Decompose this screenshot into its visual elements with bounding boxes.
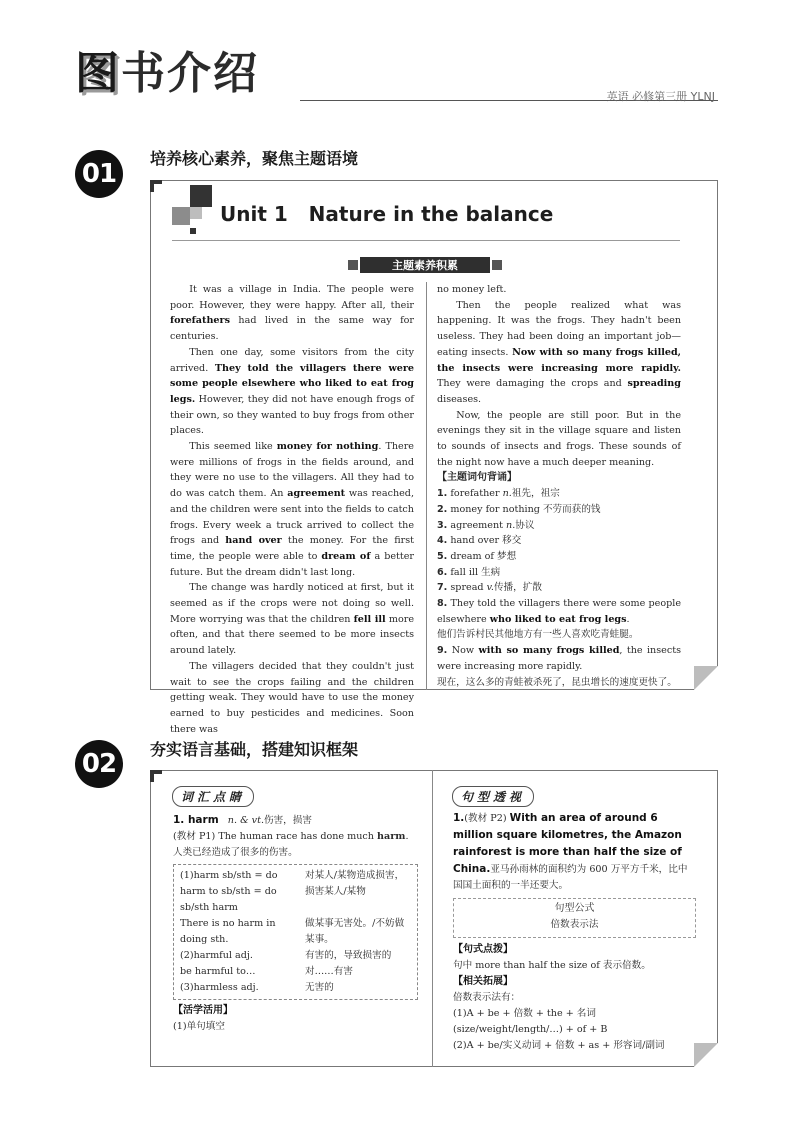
panel-corner-mark: [150, 770, 154, 782]
sentence-tag: 句型透视: [452, 786, 534, 807]
page-curl-corner: [694, 666, 718, 690]
vocab-heading: 【主题词句背诵】: [437, 472, 517, 484]
sentence-block: [453, 810, 696, 1054]
formula-title: 句型公式: [554, 903, 595, 914]
unit-title-underline: [172, 240, 680, 241]
vocab-item: 8. They told the villagers there were some people elsewhere who liked to eat frog legs.: [437, 598, 681, 625]
decor-square: [190, 228, 196, 234]
section-2-title: 夯实语言基础，搭建知识框架: [150, 740, 359, 759]
passage-paragraph: This seemed like money for nothing. There were millions of frogs in the fields around, and they were no use to the villagers. All they had to do was catch them. An agreement was reached, and the children were sent into the fields to catch frogs. Every week a truck arrived to collect the frogs and hand over the money. For the first time, the people were able to dream of a better future. But the dream didn't last long.: [170, 441, 414, 578]
vocab-item: 3. agreement n.协议: [437, 519, 535, 531]
page-header-title: [75, 48, 259, 99]
harm-entry: [173, 812, 418, 829]
vocab-tag: 词汇点睛: [172, 786, 254, 807]
harm-example-en: (教材 P1) The human race has done much harm.: [173, 831, 409, 842]
key-sentence: 1.(教材 P2) With an area of around 6 million square kilometres, the Amazon rainforest is more than half the size of China.亚马孙雨林的面积约为 600 万平方千米，比中国国土面积的一半还要大。: [453, 812, 688, 891]
harm-meaning: 伤害，损害: [264, 815, 312, 826]
vocab-item: 7. spread v.传播，扩散: [437, 582, 542, 594]
header-title-rest: 书介绍: [121, 48, 259, 99]
decor-square: [172, 207, 190, 225]
section-2-badge: 02: [75, 740, 123, 788]
vocab-item: 5. dream of 梦想: [437, 550, 517, 562]
vocab-block: [173, 812, 418, 1035]
usage-row: (1)harm sb/sth = do harm to sb/sth = do sb/sth harm 对某人/某物造成损害，损害某人/某物: [180, 870, 405, 913]
vocab-item: 现在，这么多的青蛙被杀死了，昆虫增长的速度更快了。: [437, 676, 677, 688]
section-1-badge: 01: [75, 150, 123, 198]
column-divider: [432, 770, 433, 1067]
passage-paragraph: Then one day, some visitors from the city arrived. They told the villagers there were some people elsewhere who liked to eat frog legs. However, they did not have enough frogs of their own, so they wanted to buy frogs from other places.: [170, 346, 414, 437]
extension-item: (1)A + be + 倍数 + the + 名词(size/weight/length/…) + of + B: [453, 1008, 608, 1035]
vocab-item: 6. fall ill 生病: [437, 566, 501, 578]
practice-heading: 【活学活用】: [173, 1005, 233, 1016]
usage-row: There is no harm in doing sth. 做某事无害处。/不妨做某事。: [180, 918, 405, 945]
vocab-item: 4. hand over 移交: [437, 535, 522, 547]
vocab-item: 9. Now with so many frogs killed, the insects were increasing more rapidly.: [437, 645, 681, 672]
theme-banner: 主题素养积累: [360, 257, 490, 273]
vocab-item: 1. forefather n.祖先，祖宗: [437, 488, 560, 500]
decor-square: [190, 185, 212, 207]
extension-heading: 【相关拓展】: [453, 976, 513, 987]
header-subtitle: 英语 必修第三册 YLNJ: [606, 90, 715, 103]
usage-row: (2)harmful adj. 有害的，导致损害的: [180, 950, 392, 961]
tip-heading: 【句式点拨】: [453, 944, 513, 955]
passage-paragraph: no money left.: [437, 284, 507, 295]
passage-paragraph: The change was hardly noticed at first, but it seemed as if the crops were not doing so well. More worrying was that the children fell ill more often, and that there seemed to be more insects around lately.: [170, 582, 415, 657]
header-title-first-char: 图: [75, 48, 121, 99]
formula-box: [453, 898, 696, 938]
section-1-title: 培养核心素养，聚焦主题语境: [150, 149, 359, 168]
usage-row: (3)harmless adj. 无害的: [180, 982, 334, 993]
passage-left-column: [170, 282, 414, 737]
extension-list: [453, 1006, 696, 1054]
passage-paragraph: It was a village in India. The people were poor. However, they were happy. After all, their forefathers had lived in the same way for centuries.: [170, 284, 414, 343]
passage-paragraph: The villagers decided that they couldn't just wait to see the crops failing and the children getting weak. They would have to use the money earned to buy pesticides and medicines. Soon there was: [170, 660, 414, 735]
passage-paragraph: Then the people realized what was happening. It was the frogs. They hadn't been useless. They had been doing an important job—eating insects. Now with so many frogs killed, the insects were increasing more rapidly. They were damaging the crops and spreading diseases.: [437, 299, 682, 405]
unit-title: Unit 1 Nature in the balance: [220, 202, 554, 226]
usage-row: be harmful to… 对……有害: [180, 966, 353, 977]
harm-pos: n. & vt.: [227, 815, 264, 826]
tip-text: 句中 more than half the size of 表示倍数。: [453, 960, 651, 971]
vocab-item: 他们告诉村民其他地方有一些人喜欢吃青蛙腿。: [437, 629, 639, 641]
harm-word: 1. harm: [173, 814, 219, 826]
harm-usage-box: [173, 864, 418, 1000]
column-divider: [426, 282, 427, 690]
page-curl-corner: [694, 1043, 718, 1067]
passage-paragraph: Now, the people are still poor. But in the evenings they sit in the village square and listen to sounds of insects and frogs. These sounds of the night now have a much deeper meaning.: [437, 409, 681, 468]
decor-square: [190, 207, 202, 219]
practice-item: (1)单句填空: [173, 1021, 225, 1032]
panel-corner-mark: [150, 180, 154, 192]
extension-item: (2)A + be/实义动词 + 倍数 + as + 形容词/副词: [453, 1040, 665, 1051]
harm-example-zh: 人类已经造成了很多的伤害。: [173, 847, 298, 858]
vocab-item: 2. money for nothing 不劳而获的钱: [437, 503, 601, 515]
extension-intro: 倍数表示法有：: [453, 992, 521, 1003]
formula-text: 倍数表示法: [550, 919, 599, 930]
passage-right-column: [437, 282, 681, 690]
